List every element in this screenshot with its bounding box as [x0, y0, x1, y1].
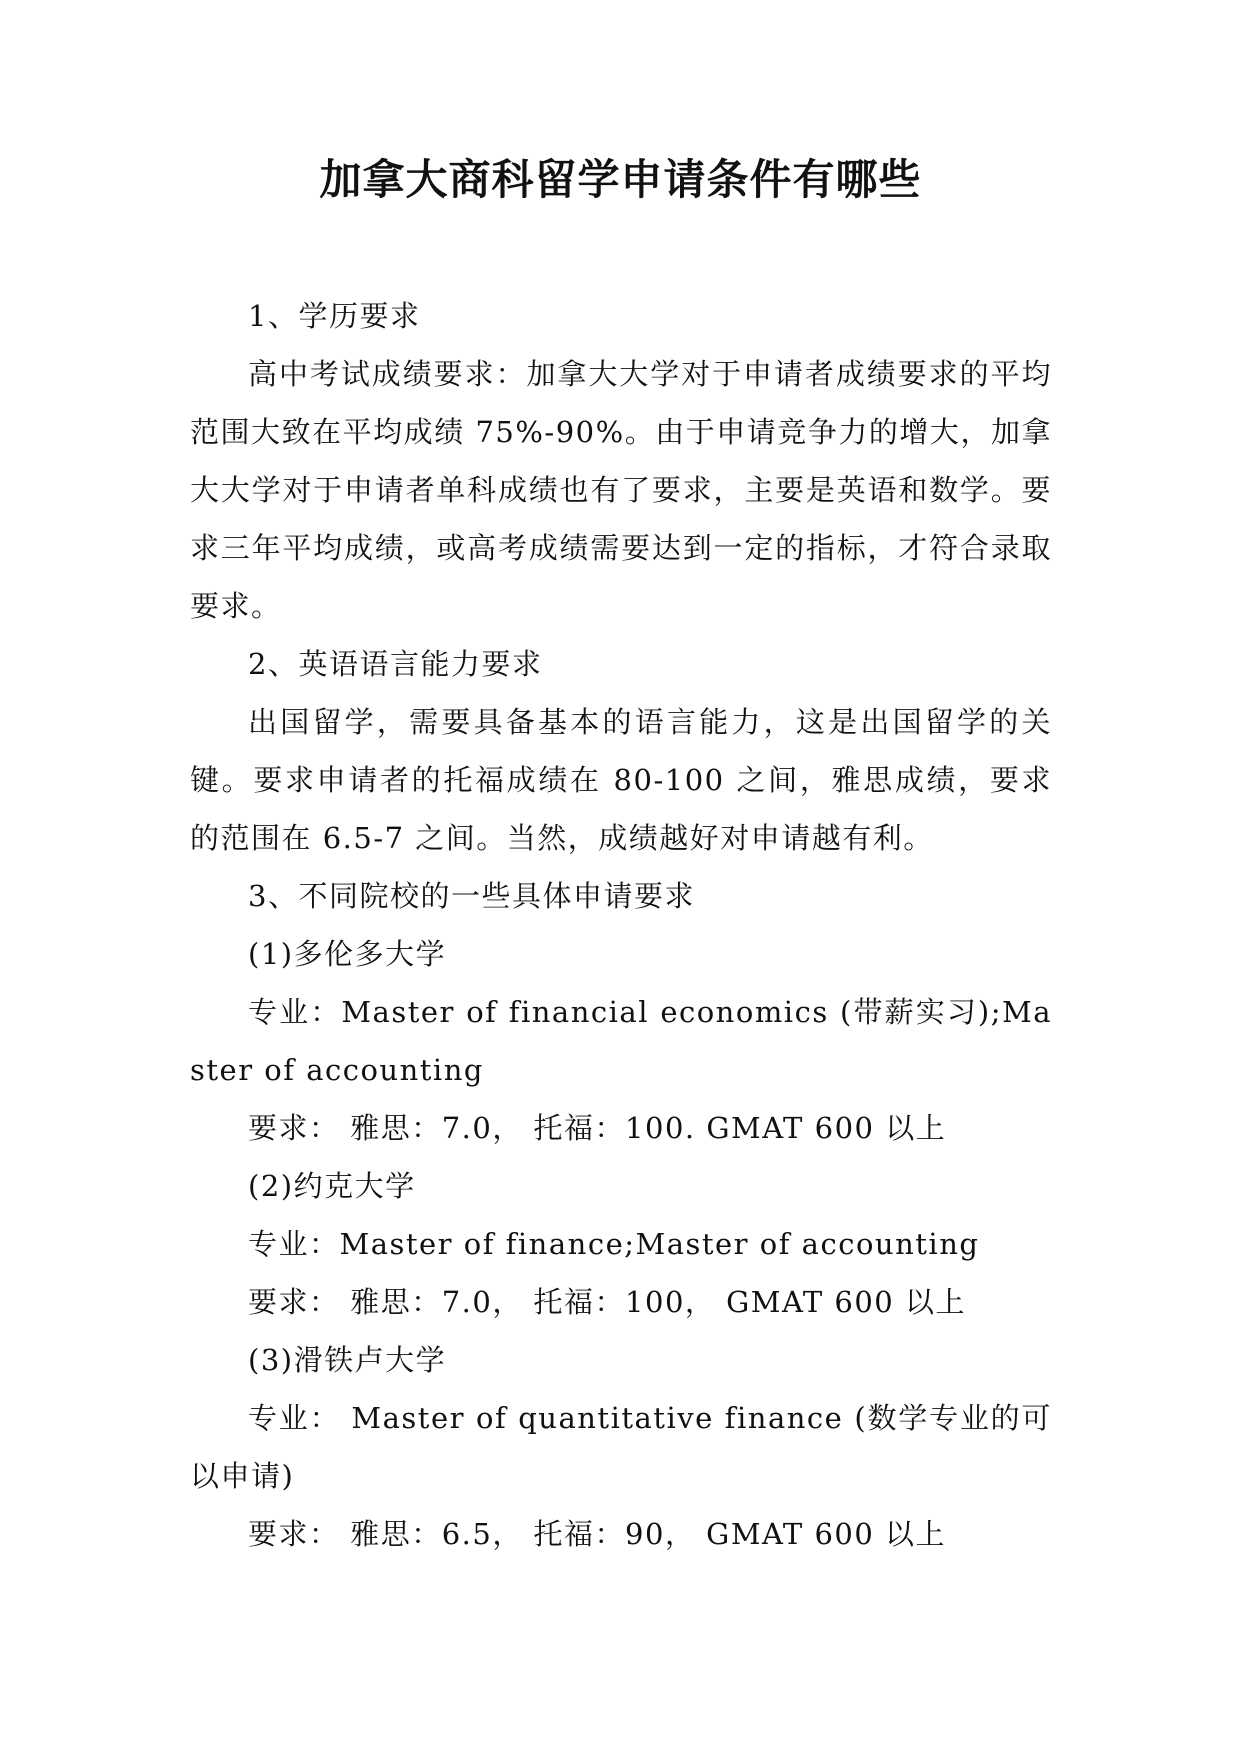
waterloo-requirements: 要求： 雅思：6.5， 托福：90， GMAT 600 以上	[248, 1517, 947, 1551]
york-programs: 专业：Master of finance;Master of accounting	[248, 1227, 980, 1261]
document-title: 加拿大商科留学申请条件有哪些	[319, 155, 922, 204]
york-requirements: 要求： 雅思：7.0， 托福：100， GMAT 600 以上	[248, 1285, 966, 1319]
paragraph-language-requirements: 出国留学，需要具备基本的语言能力，这是出国留学的关键。要求申请者的托福成绩在 80-100 之间，雅思成绩，要求的范围在 6.5-7 之间。当然，成绩越好对申请越有利。	[190, 705, 1052, 855]
section-heading-education: 1、学历要求	[248, 299, 421, 333]
toronto-requirements: 要求： 雅思：7.0， 托福：100. GMAT 600 以上	[248, 1111, 947, 1145]
paragraph-education-requirements: 高中考试成绩要求：加拿大大学对于申请者成绩要求的平均范围大致在平均成绩 75%-90%。由于申请竞争力的增大，加拿大大学对于申请者单科成绩也有了要求，主要是英语和数学。要求三年平均成绩，或高考成绩需要达到一定的指标，才符合录取要求。	[190, 357, 1052, 623]
waterloo-programs: 专业： Master of quantitative finance (数学专业的可以申请)	[190, 1401, 1052, 1493]
school-heading-york: (2)约克大学	[248, 1169, 416, 1203]
toronto-programs: 专业：Master of financial economics (带薪实习);Master of accounting	[190, 995, 1052, 1087]
school-heading-toronto: (1)多伦多大学	[248, 937, 447, 971]
school-heading-waterloo: (3)滑铁卢大学	[248, 1343, 447, 1377]
section-heading-schools: 3、不同院校的一些具体申请要求	[248, 879, 695, 913]
section-heading-language: 2、英语语言能力要求	[248, 647, 543, 681]
document-body	[190, 287, 1052, 1563]
